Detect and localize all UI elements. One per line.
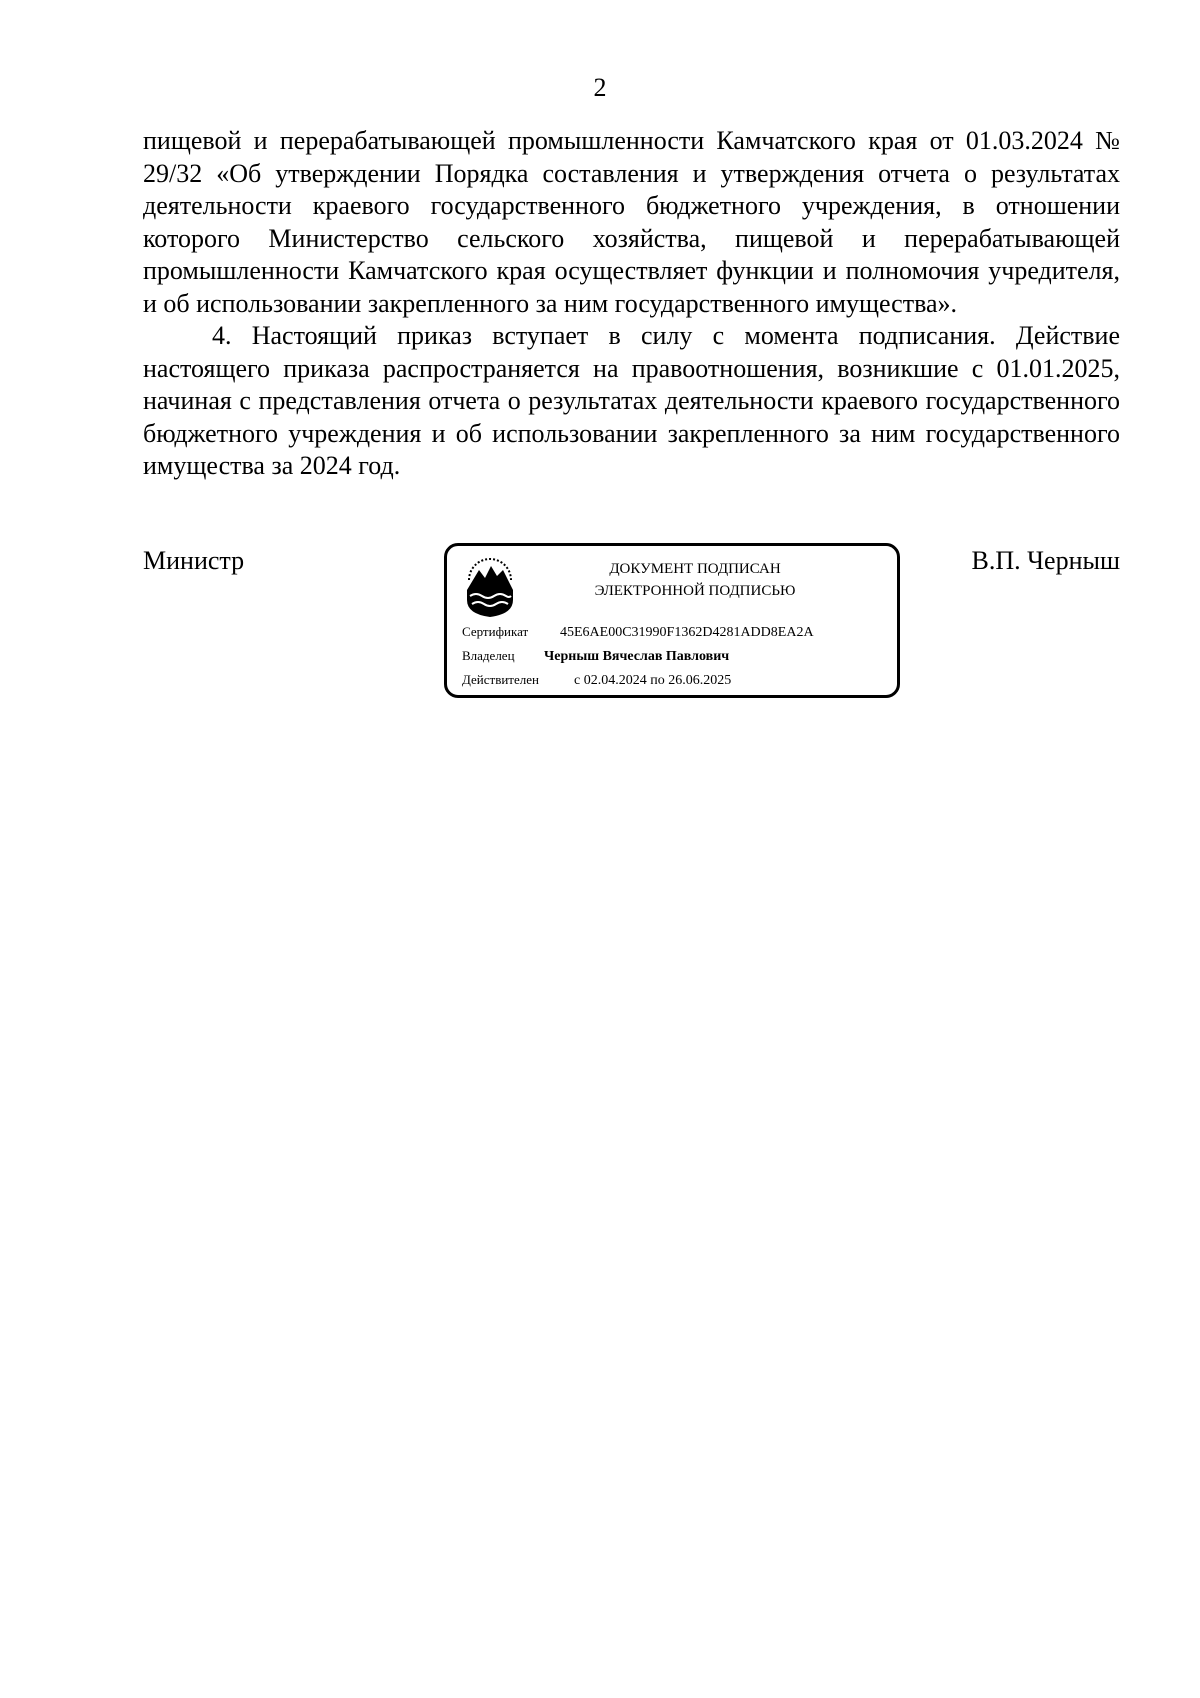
stamp-heading-line1: ДОКУМЕНТ ПОДПИСАН <box>609 561 781 577</box>
stamp-validity-row <box>462 671 731 690</box>
signatory-name: В.П. Черныш <box>971 546 1120 575</box>
owner-label: Владелец <box>462 648 515 663</box>
certificate-label: Сертификат <box>462 624 529 639</box>
signatory-title: Министр <box>143 546 245 575</box>
valid-label: Действителен <box>462 672 539 687</box>
kamchatka-coat-of-arms-icon <box>463 556 517 618</box>
certificate-value: 45E6AE00C31990F1362D4281ADD8EA2A <box>560 625 814 640</box>
stamp-certificate-row <box>462 623 814 642</box>
stamp-owner-row <box>462 647 729 666</box>
paragraph-continuation: пищевой и перерабатывающей промышленности Камчатского края от 01.03.2024 № 29/32 «Об утверждении Порядка составления и утверждения отчета о результатах деятельности краевого государственного бюджетного учреждения, в отношении которого Министерство сельского хозяйства, пищевой и перерабатывающей промышленности Камчатского края осуществляет функции и полномочия учредителя, и об использовании закрепленного за ним государственного имущества». <box>143 126 1120 318</box>
electronic-signature-stamp <box>444 543 900 698</box>
owner-value: Черныш Вячеслав Павлович <box>544 649 730 664</box>
document-body <box>143 125 1120 483</box>
page-number: 2 <box>593 73 607 102</box>
paragraph-item-4: 4. Настоящий приказ вступает в силу с момента подписания. Действие настоящего приказа распространяется на правоотношения, возникшие с 01.01.2025, начиная с представления отчета о результатах деятельности краевого государственного бюджетного учреждения и об использовании закрепленного за ним государственного имущества за 2024 год. <box>143 321 1120 480</box>
stamp-heading <box>525 558 865 602</box>
stamp-heading-line2: ЭЛЕКТРОННОЙ ПОДПИСЬЮ <box>594 583 796 599</box>
valid-value: с 02.04.2024 по 26.06.2025 <box>574 673 732 688</box>
